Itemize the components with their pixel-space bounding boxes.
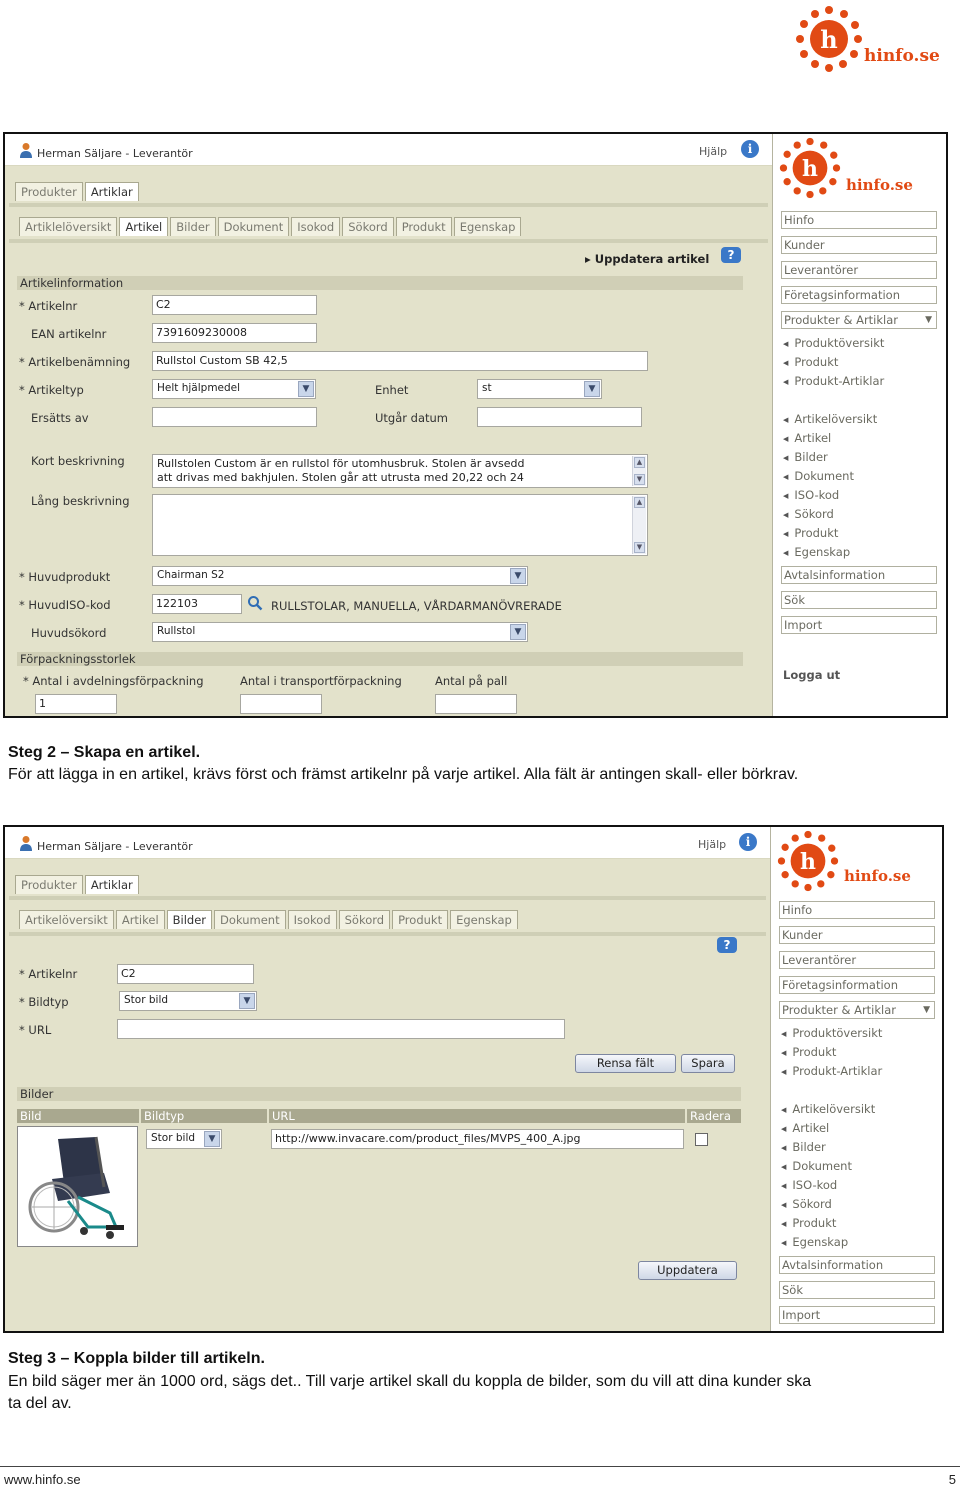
huvudiso-input[interactable]: 122103 <box>152 594 242 614</box>
subtab-dokument[interactable]: Dokument <box>218 217 290 236</box>
caption-step3-line2: ta del av. <box>8 1395 72 1412</box>
label-ean: EAN artikelnr <box>31 327 107 341</box>
iso-description: RULLSTOLAR, MANUELLA, VÅRDARMANÖVRERADE <box>271 599 562 613</box>
nav-avtalsinformation[interactable]: Avtalsinformation <box>781 566 937 584</box>
nav-link-produkt2[interactable]: ◀ Produkt <box>781 1216 836 1230</box>
search-icon[interactable] <box>247 595 263 611</box>
nav-link-produktoversikt[interactable]: ◀ Produktöversikt <box>781 1026 882 1040</box>
grid-header-bildtyp: Bildtyp <box>141 1109 267 1123</box>
user-icon <box>19 142 33 158</box>
transportforpackning-input[interactable] <box>240 694 322 714</box>
huvudprodukt-select[interactable]: Chairman S2 ▼ <box>152 566 528 586</box>
label-artikelnr: * Artikelnr <box>19 967 78 981</box>
sidebar <box>772 827 942 1331</box>
url-input[interactable] <box>117 1019 565 1039</box>
nav-leverantorer[interactable]: Leverantörer <box>781 261 937 279</box>
subtab-egenskap[interactable]: Egenskap <box>450 910 518 929</box>
svg-text:h: h <box>820 25 838 54</box>
nav-link-produktoversikt[interactable]: ◀ Produktöversikt <box>783 336 884 350</box>
nav-kunder[interactable]: Kunder <box>781 236 937 254</box>
label-avdelningsforpackning: * Antal i avdelningsförpackning <box>23 674 204 688</box>
caret-down-icon: ▼ <box>923 1005 930 1015</box>
caption-step2-text: För att lägga in en artikel, krävs först och främst artikelnr på varje artikel. Alla fält är antingen skall- eller börkrav. <box>8 766 799 783</box>
logo-text: hinfo.se <box>864 46 940 66</box>
grid-header-bild: Bild <box>17 1109 139 1123</box>
utgar-datum-input[interactable] <box>477 407 642 427</box>
bildtyp-select[interactable]: Stor bild ▼ <box>119 991 257 1011</box>
nav-link-produkt-artiklar[interactable]: ◀ Produkt-Artiklar <box>781 1064 882 1078</box>
label-enhet: Enhet <box>375 383 409 397</box>
tab-produkter[interactable]: Produkter <box>15 875 83 894</box>
chevron-down-icon: ▼ <box>584 381 600 397</box>
subtab-isokod[interactable]: Isokod <box>288 910 337 929</box>
nav-import[interactable]: Import <box>779 1306 935 1324</box>
label-url: * URL <box>19 1023 52 1037</box>
main-panel <box>5 827 771 1331</box>
caption-step2-title: Steg 2 – Skapa en artikel. <box>8 744 201 761</box>
chevron-down-icon: ▼ <box>204 1131 220 1147</box>
chevron-down-icon: ▼ <box>239 993 255 1009</box>
artikeltyp-select[interactable]: Helt hjälpmedel ▼ <box>152 379 316 399</box>
nav-link-artikeloversikt[interactable]: ◀ Artikelöversikt <box>781 1102 875 1116</box>
sub-tabs <box>19 217 523 236</box>
subtab-bilder[interactable]: Bilder <box>170 217 215 236</box>
wheelchair-thumbnail[interactable] <box>17 1126 138 1247</box>
subtab-artikeloversikt[interactable]: Artiklelöversikt <box>19 217 117 236</box>
svg-text:h: h <box>800 849 816 876</box>
nav-produkter-artiklar[interactable]: Produkter & Artiklar ▼ <box>779 1001 935 1019</box>
nav-hinfo[interactable]: Hinfo <box>779 901 935 919</box>
subtab-produkt[interactable]: Produkt <box>392 910 448 929</box>
chevron-down-icon: ▼ <box>298 381 314 397</box>
nav-foretagsinformation[interactable]: Företagsinformation <box>779 976 935 994</box>
enhet-select[interactable]: st ▼ <box>477 379 602 399</box>
screenshot-step2 <box>3 132 948 718</box>
subtab-sokord[interactable]: Sökord <box>342 217 393 236</box>
chevron-down-icon: ▼ <box>510 568 526 584</box>
topbar <box>5 827 770 859</box>
tab-produkter[interactable]: Produkter <box>15 182 83 201</box>
label-huvudprodukt: * Huvudprodukt <box>19 570 111 584</box>
nav-link-bilder[interactable]: ◀ Bilder <box>783 450 828 464</box>
topbar <box>5 134 772 166</box>
nav-foretagsinformation[interactable]: Företagsinformation <box>781 286 937 304</box>
question-icon[interactable]: ? <box>717 937 737 953</box>
subtab-divider <box>9 932 766 936</box>
nav-link-egenskap[interactable]: ◀ Egenskap <box>783 545 850 559</box>
scrollbar[interactable]: ▲ ▼ <box>632 496 646 554</box>
nav-kunder[interactable]: Kunder <box>779 926 935 944</box>
caption-step3-title: Steg 3 – Koppla bilder till artikeln. <box>8 1350 265 1367</box>
rensa-falt-button[interactable]: Rensa fält <box>575 1054 676 1073</box>
question-icon[interactable]: ? <box>721 247 741 263</box>
nav-hinfo[interactable]: Hinfo <box>781 211 937 229</box>
subtab-artikel[interactable]: Artikel <box>116 910 165 929</box>
ean-input[interactable]: 7391609230008 <box>152 323 317 343</box>
label-ersatts-av: Ersätts av <box>31 411 89 425</box>
nav-produkter-artiklar[interactable]: Produkter & Artiklar ▼ <box>781 311 937 329</box>
label-artikelnr: * Artikelnr <box>19 299 78 313</box>
grid-header-radera: Radera <box>687 1109 741 1123</box>
subtab-dokument[interactable]: Dokument <box>214 910 286 929</box>
nav-link-produkt[interactable]: ◀ Produkt <box>783 355 838 369</box>
nav-link-iso-kod[interactable]: ◀ ISO-kod <box>781 1178 837 1192</box>
scrollbar[interactable]: ▲ ▼ <box>632 456 646 486</box>
huvudsokord-select[interactable]: Rullstol ▼ <box>152 622 528 642</box>
subtab-divider <box>9 239 768 243</box>
footer-divider <box>0 1466 960 1467</box>
nav-link-bilder[interactable]: ◀ Bilder <box>781 1140 826 1154</box>
grid-header-url: URL <box>269 1109 685 1123</box>
subtab-artikeloversikt[interactable]: Artikelöversikt <box>19 910 114 929</box>
grid-bildtyp-select[interactable]: Stor bild ▼ <box>146 1129 222 1149</box>
logo-text: hinfo.se <box>844 867 911 885</box>
label-huvudsokord: Huvudsökord <box>31 626 107 640</box>
logout-link[interactable]: Logga ut <box>783 668 841 682</box>
hinfo-logo-icon <box>778 136 842 200</box>
artikelnr-input[interactable]: C2 <box>117 964 254 984</box>
label-artikelbenamning: * Artikelbenämning <box>19 355 131 369</box>
nav-sok[interactable]: Sök <box>781 591 937 609</box>
nav-link-dokument[interactable]: ◀ Dokument <box>783 469 854 483</box>
ersatts-av-input[interactable] <box>152 407 317 427</box>
nav-import[interactable]: Import <box>781 616 937 634</box>
radera-checkbox[interactable] <box>695 1133 708 1146</box>
sidebar <box>774 134 946 716</box>
nav-sok[interactable]: Sök <box>779 1281 935 1299</box>
page-number: 5 <box>948 1472 956 1487</box>
label-huvudiso: * HuvudISO-kod <box>19 598 111 612</box>
label-kort-beskrivning: Kort beskrivning <box>31 454 125 468</box>
nav-link-artikel[interactable]: ◀ Artikel <box>783 431 831 445</box>
label-lang-beskrivning: Lång beskrivning <box>31 494 130 508</box>
help-link[interactable]: Hjälp <box>698 838 727 851</box>
nav-link-sokord[interactable]: ◀ Sökord <box>783 507 834 521</box>
footer-url[interactable]: www.hinfo.se <box>4 1472 81 1487</box>
section-forpackningsstorlek: Förpackningsstorlek <box>17 652 743 666</box>
help-link[interactable]: Hjälp <box>699 145 728 158</box>
avdelningsforpackning-input[interactable]: 1 <box>35 694 117 714</box>
hinfo-logo-icon <box>776 829 840 893</box>
nav-link-sokord[interactable]: ◀ Sökord <box>781 1197 832 1211</box>
tab-artiklar[interactable]: Artiklar <box>85 182 139 201</box>
nav-link-iso-kod[interactable]: ◀ ISO-kod <box>783 488 839 502</box>
kort-beskrivning-textarea[interactable]: Rullstolen Custom är en rullstol för utomhusbruk. Stolen är avsedd att drivas med bakhjulen. Stolen går att utrusta med 20,22 och 24 ▲ ▼ <box>152 454 648 488</box>
caption-step3-line1: En bild säger mer än 1000 ord, sägs det.. Till varje artikel skall du koppla de bilder, som du vill att dina kunder ska <box>8 1373 812 1390</box>
uppdatera-button[interactable]: Uppdatera <box>638 1261 737 1280</box>
grid-url-input[interactable]: http://www.invacare.com/product_files/MVPS_400_A.jpg <box>271 1129 684 1149</box>
nav-link-produkt-artiklar[interactable]: ◀ Produkt-Artiklar <box>783 374 884 388</box>
nav-avtalsinformation[interactable]: Avtalsinformation <box>779 1256 935 1274</box>
svg-text:h: h <box>802 156 818 183</box>
subtab-bilder[interactable]: Bilder <box>167 910 212 929</box>
logo-text: hinfo.se <box>846 176 913 194</box>
nav-link-produkt[interactable]: ◀ Produkt <box>781 1045 836 1059</box>
subtab-isokod[interactable]: Isokod <box>291 217 340 236</box>
screenshot-step3 <box>3 825 944 1333</box>
nav-link-artikeloversikt[interactable]: ◀ Artikelöversikt <box>783 412 877 426</box>
section-bilder: Bilder <box>17 1087 741 1101</box>
artikelnr-input[interactable]: C2 <box>152 295 317 315</box>
info-icon[interactable]: i <box>741 140 759 158</box>
info-icon[interactable]: i <box>739 833 757 851</box>
nav-link-artikel[interactable]: ◀ Artikel <box>781 1121 829 1135</box>
label-antal-pa-pall: Antal på pall <box>435 674 508 688</box>
subtab-artikel[interactable]: Artikel <box>119 217 168 236</box>
label-transportforpackning: Antal i transportförpackning <box>240 674 402 688</box>
user-icon <box>19 835 33 851</box>
nav-link-produkt2[interactable]: ◀ Produkt <box>783 526 838 540</box>
hinfo-logo-icon <box>794 4 864 74</box>
tab-divider <box>9 203 768 207</box>
subtab-produkt[interactable]: Produkt <box>396 217 452 236</box>
user-name: Herman Säljare - Leverantör <box>37 147 193 160</box>
main-tabs <box>15 182 141 201</box>
sub-tabs <box>19 910 520 929</box>
label-bildtyp: * Bildtyp <box>19 995 69 1009</box>
caret-down-icon: ▼ <box>925 315 932 325</box>
tab-artiklar[interactable]: Artiklar <box>85 875 139 894</box>
main-tabs <box>15 875 141 894</box>
wheelchair-image <box>18 1127 137 1246</box>
spara-button[interactable]: Spara <box>681 1054 735 1073</box>
section-artikelinformation: Artikelinformation <box>17 276 743 290</box>
lang-beskrivning-textarea[interactable] <box>152 494 648 556</box>
user-name: Herman Säljare - Leverantör <box>37 840 193 853</box>
chevron-down-icon: ▼ <box>510 624 526 640</box>
main-panel <box>5 134 773 716</box>
update-article-link[interactable]: ▸ Uppdatera artikel <box>585 252 710 266</box>
nav-link-dokument[interactable]: ◀ Dokument <box>781 1159 852 1173</box>
label-utgar-datum: Utgår datum <box>375 411 449 425</box>
subtab-egenskap[interactable]: Egenskap <box>454 217 522 236</box>
nav-leverantorer[interactable]: Leverantörer <box>779 951 935 969</box>
nav-link-egenskap[interactable]: ◀ Egenskap <box>781 1235 848 1249</box>
tab-divider <box>9 896 766 900</box>
antal-pa-pall-input[interactable] <box>435 694 517 714</box>
artikelbenamning-input[interactable]: Rullstol Custom SB 42,5 <box>152 351 648 371</box>
label-artikeltyp: * Artikeltyp <box>19 383 84 397</box>
subtab-sokord[interactable]: Sökord <box>339 910 390 929</box>
